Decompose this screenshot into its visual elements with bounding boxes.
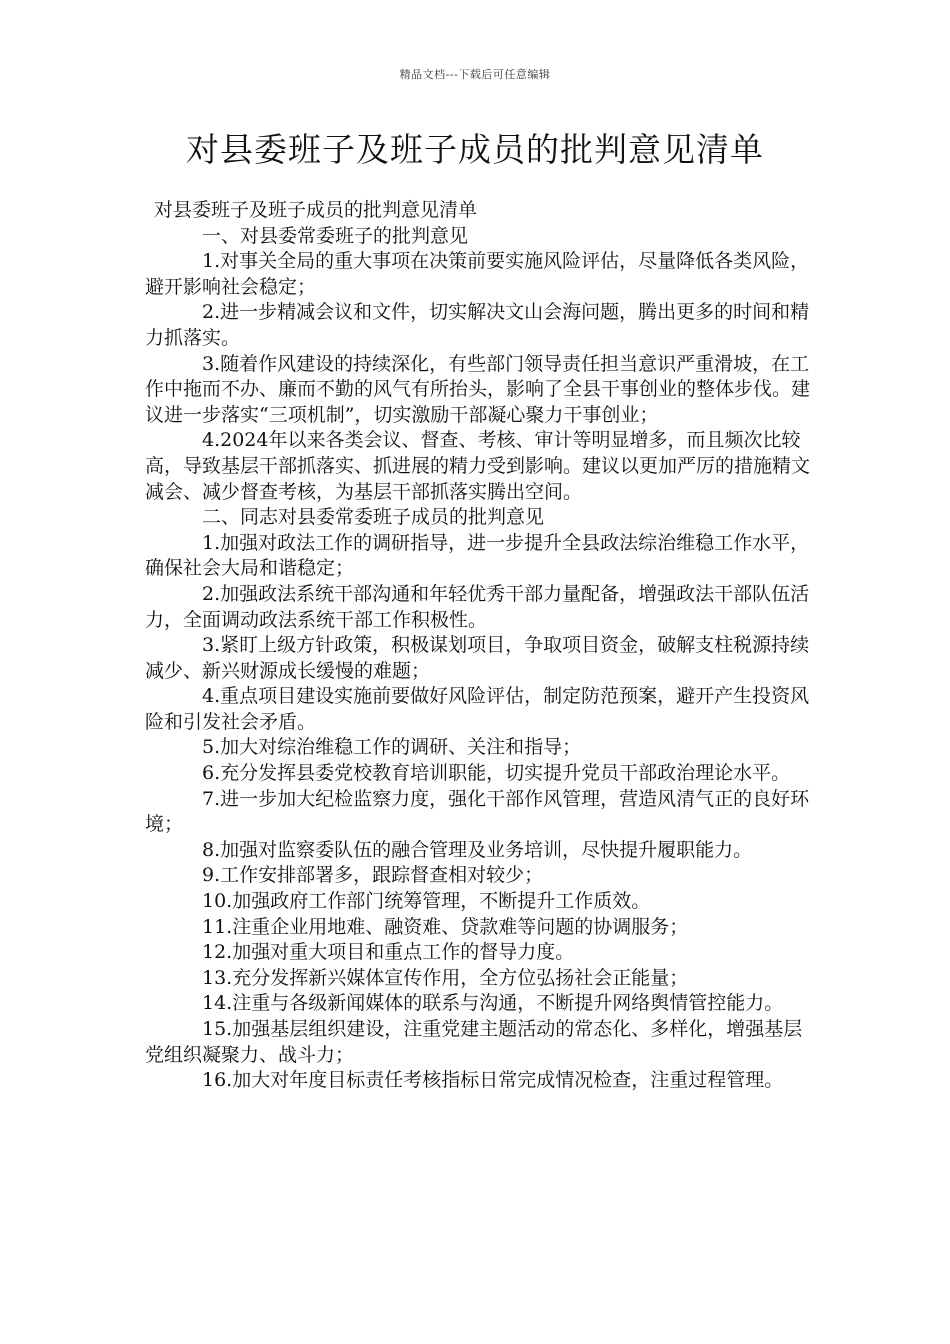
paragraph: 13.充分发挥新兴媒体宣传作用，全方位弘扬社会正能量；: [202, 966, 689, 989]
paragraph: 8.加强对监察委队伍的融合管理及业务培训，尽快提升履职能力。: [202, 838, 753, 861]
section-heading-2: 二、同志对县委常委班子成员的批判意见: [202, 506, 545, 529]
paragraph: 5.加大对综治维稳工作的调研、关注和指导；: [202, 736, 582, 759]
paragraph: 1.对事关全局的重大事项在决策前要实施风险评估，尽量降低各类风险，避开影响社会稳定；: [145, 250, 810, 298]
paragraph: 4.2024年以来各类会议、督查、考核、审计等明显增多，而且频次比较高，导致基层干部抓落实、抓进展的精力受到影响。建议以更加严厉的措施精文减会、减少督查考核，为基层干部抓落实腾出空间。: [145, 429, 811, 503]
paragraph: 9.工作安排部署多，跟踪督查相对较少；: [202, 864, 544, 887]
paragraph: 3.随着作风建设的持续深化，有些部门领导责任担当意识严重滑坡，在工作中拖而不办、廉而不勤的风气有所抬头，影响了全县干事创业的整体步伐。建议进一步落实“三项机制”，切实激励干部凝心聚力干事创业；: [145, 352, 811, 426]
paragraph: 10.加强政府工作部门统筹管理，不断提升工作质效。: [202, 890, 651, 913]
paragraph: 6.充分发挥县委党校教育培训职能，切实提升党员干部政治理论水平。: [202, 762, 791, 785]
paragraph: 4.重点项目建设实施前要做好风险评估，制定防范预案，避开产生投资风险和引发社会矛盾。: [145, 685, 810, 733]
paragraph: 7.进一步加大纪检监察力度，强化干部作风管理，营造风清气正的良好环境；: [145, 787, 810, 836]
paragraph: 12.加强对重大项目和重点工作的督导力度。: [202, 941, 575, 964]
paragraph: 15.加强基层组织建设，注重党建主题活动的常态化、多样化，增强基层党组织凝聚力、战斗力；: [145, 1018, 803, 1066]
paragraph: 3.紧盯上级方针政策，积极谋划项目，争取项目资金，破解支柱税源持续减少、新兴财源成长缓慢的难题；: [145, 634, 810, 682]
paragraph: 16.加大对年度目标责任考核指标日常完成情况检查，注重过程管理。: [202, 1069, 784, 1092]
header-note: 精品文档---下载后可任意编辑: [399, 68, 551, 81]
paragraph: 1.加强对政法工作的调研指导，进一步提升全县政法综治维稳工作水平，确保社会大局和谐稳定；: [145, 531, 810, 580]
document-body: [145, 198, 815, 1094]
paragraph: 2.进一步精减会议和文件，切实解决文山会海问题，腾出更多的时间和精力抓落实。: [145, 301, 810, 349]
paragraph: 14.注重与各级新闻媒体的联系与沟通，不断提升网络舆情管控能力。: [202, 992, 784, 1015]
document-title: 对县委班子及班子成员的批判意见清单: [186, 130, 764, 169]
paragraph: 2.加强政法系统干部沟通和年轻优秀干部力量配备，增强政法干部队伍活力，全面调动政法系统干部工作积极性。: [145, 582, 810, 631]
document-subtitle: 对县委班子及班子成员的批判意见清单: [154, 199, 478, 221]
paragraph: 11.注重企业用地难、融资难、贷款难等问题的协调服务；: [202, 915, 689, 938]
section-heading-1: 一、对县委常委班子的批判意见: [202, 224, 469, 247]
